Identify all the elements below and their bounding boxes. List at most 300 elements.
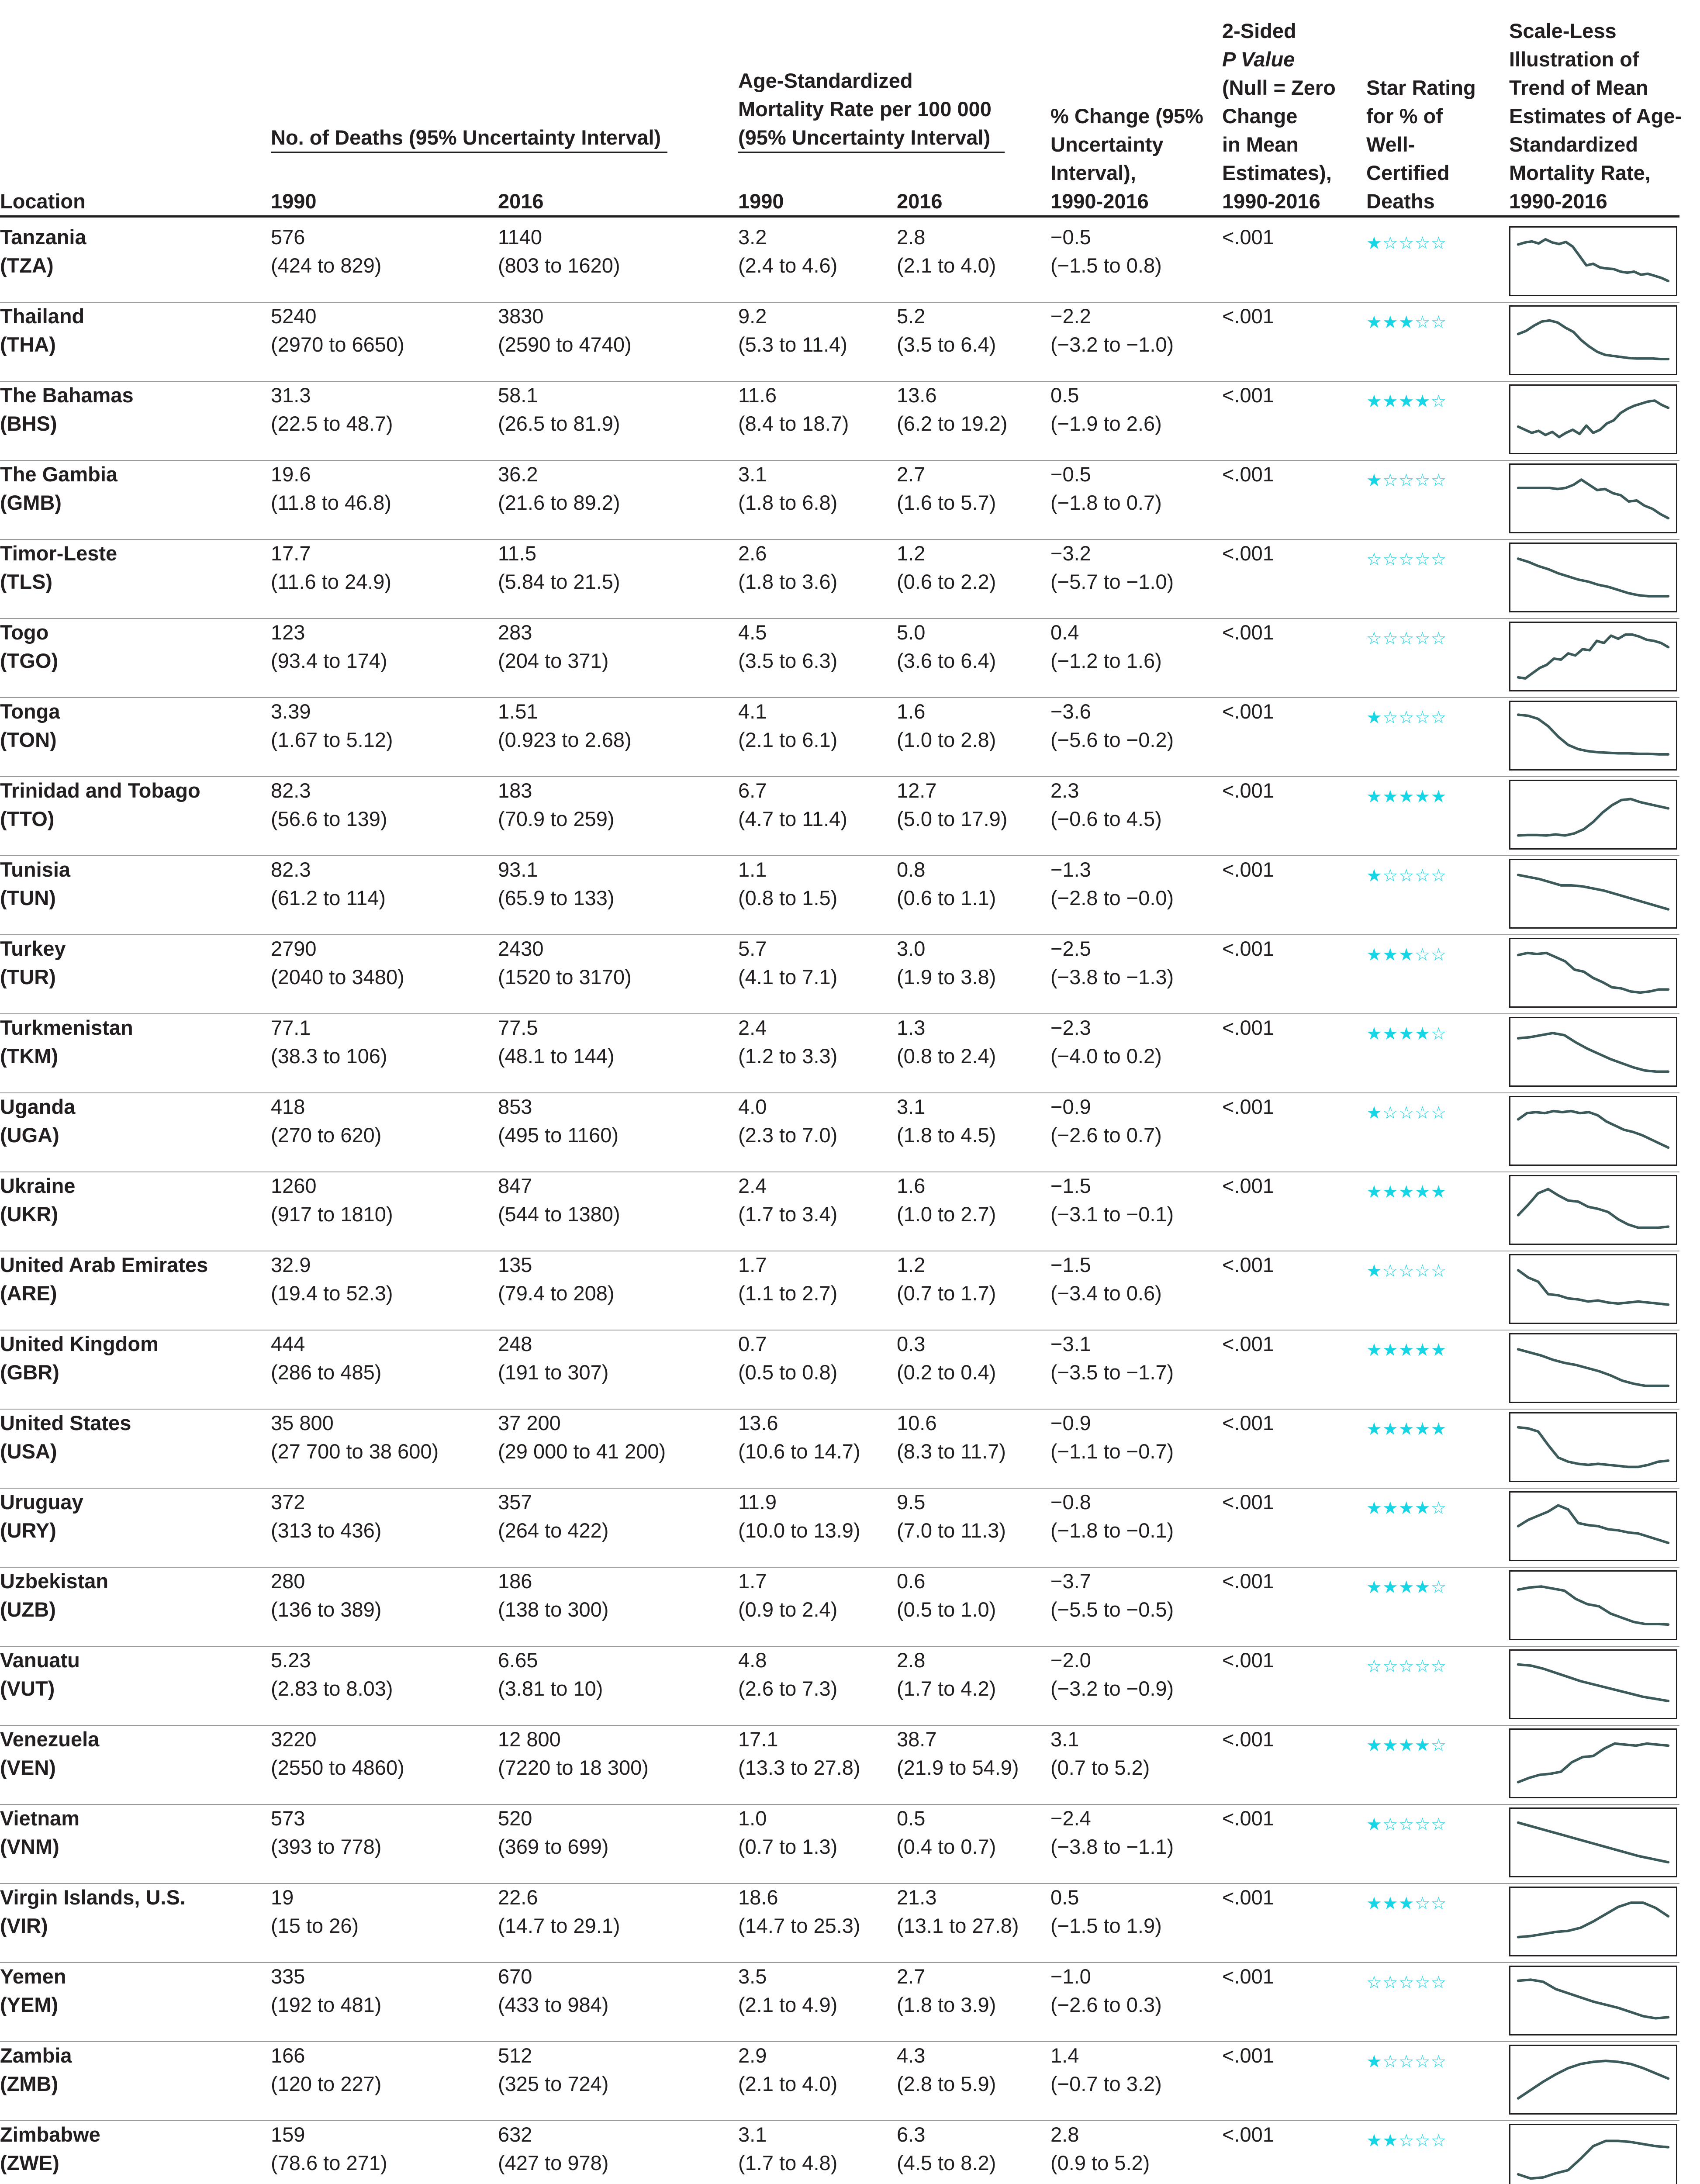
- star-filled-icon: ★: [1414, 1420, 1431, 1439]
- rate-2016-cell-r2016: 3.1: [897, 1095, 926, 1118]
- deaths-2016-cell-d2016ui: (5.84 to 21.5): [498, 570, 620, 593]
- deaths-1990-cell-d1990ui: (270 to 620): [271, 1123, 382, 1147]
- rate-1990-cell-r1990: 2.4: [738, 1174, 767, 1197]
- rate-2016-cell-r2016ui: (2.1 to 4.0): [897, 254, 996, 277]
- location-cell: [0, 1567, 108, 1624]
- rate-1990-cell-r1990: 6.7: [738, 779, 767, 802]
- star-filled-icon: ★: [1366, 1736, 1382, 1755]
- rate-1990-cell: [738, 1646, 837, 1703]
- table-row: [0, 776, 1679, 856]
- star-rating: [1366, 786, 1447, 808]
- rate-1990-cell-r1990: 2.6: [738, 542, 767, 565]
- star-filled-icon: ★: [1382, 787, 1399, 806]
- header-p-line1: 2-Sided: [1222, 19, 1296, 42]
- star-rating: [1366, 1418, 1447, 1440]
- deaths-1990-cell-d1990: 159: [271, 2123, 305, 2146]
- rate-2016-cell: [897, 1725, 1019, 1782]
- change-cell-chgui: (0.7 to 5.2): [1050, 1756, 1150, 1779]
- rate-1990-cell: [738, 1804, 837, 1861]
- deaths-1990-cell-d1990ui: (38.3 to 106): [271, 1044, 387, 1068]
- star-empty-icon: ☆: [1430, 1973, 1447, 1992]
- trend-sparkline: [1509, 938, 1677, 1008]
- change-cell-chg: 0.5: [1050, 384, 1079, 407]
- rate-2016-cell-r2016: 0.3: [897, 1332, 926, 1355]
- location-cell: [0, 381, 134, 438]
- star-rating: [1366, 1576, 1447, 1598]
- rate-1990-cell-r1990ui: (5.3 to 11.4): [738, 333, 847, 356]
- star-filled-icon: ★: [1366, 1815, 1382, 1834]
- rate-1990-cell-r1990: 2.4: [738, 1016, 767, 1039]
- deaths-2016-cell-d2016: 3830: [498, 304, 544, 328]
- deaths-1990-cell-d1990ui: (93.4 to 174): [271, 649, 387, 672]
- star-empty-icon: ☆: [1398, 471, 1415, 490]
- deaths-1990-cell: [271, 2041, 381, 2098]
- change-cell-chgui: (−4.0 to 0.2): [1050, 1044, 1162, 1068]
- table-row: [0, 1409, 1679, 1489]
- change-cell-chg: −3.7: [1050, 1569, 1091, 1593]
- rate-1990-cell: [738, 302, 847, 359]
- change-cell-chg: −2.2: [1050, 304, 1091, 328]
- p-value-cell-p: <.001: [1222, 1569, 1274, 1593]
- star-filled-icon: ★: [1366, 2131, 1382, 2150]
- trend-line: [1518, 1270, 1669, 1305]
- trend-sparkline: [1509, 1017, 1677, 1087]
- p-value-cell-p: <.001: [1222, 225, 1274, 249]
- change-cell-chgui: (−3.8 to −1.3): [1050, 965, 1174, 988]
- trend-chart: [1510, 1809, 1676, 1876]
- trend-chart: [1510, 1572, 1676, 1639]
- deaths-1990-cell: [271, 1883, 359, 1940]
- location-cell-name: Uganda: [0, 1095, 76, 1118]
- deaths-1990-cell-d1990ui: (78.6 to 271): [271, 2151, 387, 2174]
- trend-sparkline: [1509, 1887, 1677, 1956]
- star-empty-icon: ☆: [1430, 1499, 1447, 1518]
- star-rating: [1366, 549, 1447, 570]
- star-filled-icon: ★: [1366, 1182, 1382, 1202]
- deaths-1990-cell: [271, 1488, 381, 1545]
- change-cell-chgui: (−3.5 to −1.7): [1050, 1361, 1174, 1384]
- rate-2016-cell: [897, 1330, 996, 1386]
- rate-2016-cell-r2016ui: (4.5 to 8.2): [897, 2151, 996, 2174]
- location-cell: [0, 1330, 159, 1386]
- trend-line: [1518, 2141, 1669, 2178]
- deaths-1990-cell-d1990ui: (424 to 829): [271, 254, 382, 277]
- trend-line: [1518, 321, 1669, 359]
- p-value-cell: [1222, 855, 1274, 884]
- star-filled-icon: ★: [1366, 1341, 1382, 1360]
- rate-1990-cell-r1990: 0.7: [738, 1332, 767, 1355]
- deaths-2016-cell-d2016: 248: [498, 1332, 532, 1355]
- deaths-2016-cell: [498, 934, 632, 991]
- change-cell: [1050, 1804, 1174, 1861]
- deaths-2016-cell-d2016: 37 200: [498, 1411, 561, 1434]
- change-cell-chg: −1.5: [1050, 1174, 1091, 1197]
- rate-1990-cell-r1990: 13.6: [738, 1411, 778, 1434]
- location-cell: [0, 1013, 133, 1070]
- star-filled-icon: ★: [1366, 945, 1382, 964]
- change-cell-chg: −3.2: [1050, 542, 1091, 565]
- rate-1990-cell: [738, 934, 837, 991]
- location-cell: [0, 855, 70, 912]
- table-row: [0, 934, 1679, 1014]
- trend-chart: [1510, 623, 1676, 690]
- deaths-1990-cell-d1990: 82.3: [271, 779, 311, 802]
- rate-1990-cell-r1990ui: (0.5 to 0.8): [738, 1361, 838, 1384]
- trend-chart: [1510, 860, 1676, 927]
- rate-2016-cell: [897, 381, 1007, 438]
- star-filled-icon: ★: [1382, 1894, 1399, 1913]
- deaths-2016-cell: [498, 1962, 608, 2019]
- header-star-line2: for % of: [1366, 104, 1443, 128]
- deaths-2016-cell: [498, 1409, 666, 1465]
- star-filled-icon: ★: [1366, 1578, 1382, 1597]
- rate-2016-cell-r2016: 1.2: [897, 542, 926, 565]
- star-rating: [1366, 1893, 1447, 1914]
- star-empty-icon: ☆: [1382, 2052, 1399, 2071]
- deaths-1990-cell: [271, 1409, 439, 1465]
- deaths-2016-cell-d2016: 93.1: [498, 858, 538, 881]
- table-row: [0, 223, 1679, 303]
- change-cell-chgui: (−1.2 to 1.6): [1050, 649, 1162, 672]
- star-empty-icon: ☆: [1430, 945, 1447, 964]
- location-cell-code: (THA): [0, 333, 56, 356]
- table-row: [0, 2120, 1679, 2184]
- header-trend-line2: Illustration of: [1509, 48, 1639, 71]
- deaths-2016-cell: [498, 1092, 618, 1149]
- star-filled-icon: ★: [1398, 1024, 1415, 1044]
- location-cell-code: (TZA): [0, 254, 54, 277]
- location-cell-name: Tanzania: [0, 225, 86, 249]
- star-filled-icon: ★: [1382, 1499, 1399, 1518]
- rate-1990-cell-r1990ui: (1.2 to 3.3): [738, 1044, 838, 1068]
- deaths-1990-cell: [271, 1804, 381, 1861]
- change-cell-chg: 0.5: [1050, 1886, 1079, 1909]
- rate-1990-cell-r1990ui: (1.8 to 3.6): [738, 570, 838, 593]
- deaths-2016-cell: [498, 1883, 620, 1940]
- change-cell-chg: 1.4: [1050, 2044, 1079, 2067]
- trend-line: [1518, 635, 1669, 678]
- header-location: Location: [0, 190, 86, 213]
- rate-1990-cell: [738, 1330, 837, 1386]
- deaths-1990-cell-d1990ui: (393 to 778): [271, 1835, 382, 1858]
- location-cell-name: Timor-Leste: [0, 542, 117, 565]
- trend-line: [1518, 1586, 1669, 1624]
- deaths-2016-cell-d2016: 11.5: [498, 542, 536, 565]
- rate-2016-cell: [897, 776, 1007, 833]
- rate-1990-cell-r1990ui: (8.4 to 18.7): [738, 412, 849, 435]
- trend-chart: [1510, 465, 1676, 532]
- star-empty-icon: ☆: [1366, 629, 1382, 648]
- change-cell-chgui: (−2.8 to −0.0): [1050, 886, 1174, 909]
- star-rating: [1366, 865, 1447, 887]
- star-filled-icon: ★: [1398, 1736, 1415, 1755]
- rate-1990-cell: [738, 1962, 837, 2019]
- trend-sparkline: [1509, 701, 1677, 771]
- change-cell-chg: −2.4: [1050, 1807, 1091, 1830]
- p-value-cell: [1222, 2041, 1274, 2070]
- star-empty-icon: ☆: [1382, 1103, 1399, 1123]
- location-cell-code: (ARE): [0, 1282, 57, 1305]
- trend-chart: [1510, 1730, 1676, 1797]
- trend-sparkline: [1509, 1254, 1677, 1324]
- deaths-2016-cell-d2016ui: (0.923 to 2.68): [498, 728, 632, 751]
- deaths-1990-cell: [271, 1092, 381, 1149]
- header-change-line3: Interval),: [1050, 161, 1136, 184]
- deaths-1990-cell-d1990ui: (917 to 1810): [271, 1203, 393, 1226]
- rate-1990-cell: [738, 1409, 860, 1465]
- rate-1990-cell-r1990: 1.7: [738, 1569, 767, 1593]
- change-cell-chg: 0.4: [1050, 621, 1079, 644]
- deaths-1990-cell-d1990ui: (56.6 to 139): [271, 807, 387, 830]
- deaths-2016-cell-d2016: 186: [498, 1569, 532, 1593]
- star-filled-icon: ★: [1366, 1024, 1382, 1044]
- deaths-2016-cell: [498, 2041, 608, 2098]
- rate-2016-cell-r2016: 5.0: [897, 621, 926, 644]
- star-empty-icon: ☆: [1430, 471, 1447, 490]
- star-rating: [1366, 311, 1447, 333]
- location-cell: [0, 1883, 186, 1940]
- deaths-1990-cell-d1990ui: (1.67 to 5.12): [271, 728, 393, 751]
- deaths-2016-cell-d2016ui: (427 to 978): [498, 2151, 609, 2174]
- deaths-2016-cell: [498, 1251, 615, 1307]
- trend-line: [1518, 1980, 1669, 2018]
- change-cell: [1050, 2120, 1150, 2177]
- rate-2016-cell: [897, 1251, 996, 1307]
- location-cell-code: (BHS): [0, 412, 57, 435]
- rate-1990-cell-r1990ui: (1.1 to 2.7): [738, 1282, 838, 1305]
- change-cell-chg: −1.5: [1050, 1253, 1091, 1276]
- star-filled-icon: ★: [1398, 1341, 1415, 1360]
- star-filled-icon: ★: [1414, 1182, 1431, 1202]
- star-filled-icon: ★: [1398, 392, 1415, 411]
- change-cell: [1050, 697, 1174, 754]
- change-cell: [1050, 1962, 1162, 2019]
- deaths-2016-cell-d2016ui: (1520 to 3170): [498, 965, 632, 988]
- deaths-1990-cell: [271, 460, 391, 517]
- header-trend-line6: Mortality Rate,: [1509, 161, 1651, 184]
- rate-2016-cell: [897, 1646, 996, 1703]
- star-filled-icon: ★: [1366, 471, 1382, 490]
- location-cell-name: Vietnam: [0, 1807, 79, 1830]
- deaths-2016-cell-d2016: 847: [498, 1174, 532, 1197]
- location-cell: [0, 1488, 83, 1545]
- location-cell-name: United States: [0, 1411, 131, 1434]
- table-row: [0, 618, 1679, 698]
- header-rate-line2: Mortality Rate per 100 000: [738, 97, 992, 121]
- change-cell: [1050, 223, 1162, 280]
- deaths-1990-cell: [271, 2120, 387, 2177]
- trend-sparkline: [1509, 1491, 1677, 1561]
- location-cell: [0, 1251, 208, 1307]
- change-cell: [1050, 1646, 1174, 1703]
- header-change-line2: Uncertainty: [1050, 133, 1164, 156]
- star-rating: [1366, 1102, 1447, 1124]
- deaths-2016-cell-d2016: 22.6: [498, 1886, 538, 1909]
- deaths-1990-cell-d1990: 77.1: [271, 1016, 311, 1039]
- p-value-cell: [1222, 697, 1274, 726]
- star-rating: [1366, 1497, 1447, 1519]
- deaths-2016-cell-d2016: 1.51: [498, 700, 538, 723]
- change-cell: [1050, 302, 1174, 359]
- star-empty-icon: ☆: [1366, 1973, 1382, 1992]
- deaths-2016-cell-d2016ui: (204 to 371): [498, 649, 609, 672]
- p-value-cell-p: <.001: [1222, 1253, 1274, 1276]
- deaths-2016-cell-d2016: 6.65: [498, 1648, 538, 1672]
- rate-2016-cell: [897, 1092, 996, 1149]
- deaths-2016-cell: [498, 539, 620, 596]
- header-trend-line5: Standardized: [1509, 133, 1638, 156]
- header-change-line4: 1990-2016: [1050, 190, 1149, 213]
- location-cell: [0, 1092, 75, 1149]
- trend-sparkline: [1509, 543, 1677, 612]
- deaths-1990-cell-d1990ui: (11.6 to 24.9): [271, 570, 392, 593]
- change-cell-chg: −2.5: [1050, 937, 1091, 960]
- star-filled-icon: ★: [1398, 945, 1415, 964]
- rate-2016-cell: [897, 539, 996, 596]
- location-cell: [0, 618, 58, 675]
- p-value-cell: [1222, 1725, 1274, 1753]
- rate-1990-cell-r1990ui: (4.1 to 7.1): [738, 965, 838, 988]
- star-empty-icon: ☆: [1366, 550, 1382, 569]
- header-p-line5: in Mean: [1222, 133, 1299, 156]
- header-rate-underline: [738, 152, 1005, 153]
- rate-1990-cell: [738, 697, 837, 754]
- deaths-2016-cell-d2016: 520: [498, 1807, 532, 1830]
- trend-sparkline: [1509, 1728, 1677, 1798]
- star-filled-icon: ★: [1366, 708, 1382, 727]
- location-cell-name: Turkey: [0, 937, 66, 960]
- rate-2016-cell: [897, 1409, 1006, 1465]
- rate-1990-cell-r1990: 3.5: [738, 1965, 767, 1988]
- deaths-1990-cell: [271, 1013, 387, 1070]
- star-filled-icon: ★: [1382, 1420, 1399, 1439]
- star-rating: [1366, 1814, 1447, 1835]
- deaths-2016-cell-d2016: 183: [498, 779, 532, 802]
- location-cell-code: (UGA): [0, 1123, 59, 1147]
- location-cell-code: (TON): [0, 728, 57, 751]
- rate-1990-cell: [738, 1251, 837, 1307]
- rate-1990-cell-r1990ui: (2.3 to 7.0): [738, 1123, 838, 1147]
- star-empty-icon: ☆: [1398, 2052, 1415, 2071]
- rate-2016-cell-r2016: 6.3: [897, 2123, 926, 2146]
- trend-chart: [1510, 228, 1676, 295]
- star-rating: [1366, 628, 1447, 650]
- change-cell-chg: −1.3: [1050, 858, 1091, 881]
- deaths-1990-cell-d1990ui: (192 to 481): [271, 1993, 382, 2016]
- change-cell: [1050, 539, 1174, 596]
- deaths-1990-cell-d1990: 3.39: [271, 700, 311, 723]
- star-filled-icon: ★: [1366, 2052, 1382, 2071]
- p-value-cell: [1222, 1567, 1274, 1595]
- change-cell-chgui: (−0.7 to 3.2): [1050, 2072, 1162, 2095]
- location-cell-code: (GMB): [0, 491, 62, 514]
- p-value-cell: [1222, 1251, 1274, 1279]
- deaths-2016-cell-d2016: 12 800: [498, 1728, 561, 1751]
- deaths-1990-cell-d1990ui: (2.83 to 8.03): [271, 1677, 393, 1700]
- deaths-1990-cell: [271, 302, 404, 359]
- deaths-1990-cell: [271, 1251, 393, 1307]
- rate-2016-cell-r2016: 1.6: [897, 1174, 926, 1197]
- change-cell: [1050, 1171, 1174, 1228]
- p-value-cell: [1222, 1804, 1274, 1832]
- change-cell-chg: −0.5: [1050, 463, 1091, 486]
- star-empty-icon: ☆: [1398, 866, 1415, 885]
- rate-2016-cell-r2016: 5.2: [897, 304, 926, 328]
- change-cell-chg: −2.3: [1050, 1016, 1091, 1039]
- table-row: [0, 1962, 1679, 2042]
- star-empty-icon: ☆: [1382, 234, 1399, 253]
- rate-2016-cell-r2016: 2.8: [897, 1648, 926, 1672]
- trend-sparkline: [1509, 1807, 1677, 1877]
- star-filled-icon: ★: [1398, 1894, 1415, 1913]
- change-cell: [1050, 1409, 1174, 1465]
- deaths-2016-cell-d2016ui: (48.1 to 144): [498, 1044, 615, 1068]
- rate-2016-cell: [897, 618, 996, 675]
- deaths-1990-cell-d1990: 444: [271, 1332, 305, 1355]
- star-empty-icon: ☆: [1398, 1815, 1415, 1834]
- change-cell-chgui: (−1.5 to 1.9): [1050, 1914, 1162, 1937]
- trend-sparkline: [1509, 1333, 1677, 1403]
- header-rate-2016: 2016: [897, 190, 943, 213]
- trend-sparkline: [1509, 2124, 1677, 2184]
- star-filled-icon: ★: [1366, 1420, 1382, 1439]
- p-value-cell: [1222, 1488, 1274, 1516]
- star-empty-icon: ☆: [1398, 629, 1415, 648]
- header-rate-line1: Age-Standardized: [738, 69, 913, 92]
- rate-2016-cell: [897, 934, 996, 991]
- rate-1990-cell-r1990ui: (3.5 to 6.3): [738, 649, 838, 672]
- p-value-cell-p: <.001: [1222, 1728, 1274, 1751]
- rate-2016-cell-r2016ui: (13.1 to 27.8): [897, 1914, 1019, 1937]
- location-cell-code: (VEN): [0, 1756, 56, 1779]
- trend-sparkline: [1509, 384, 1677, 454]
- trend-line: [1518, 1665, 1669, 1701]
- change-cell-chg: 2.3: [1050, 779, 1079, 802]
- rate-1990-cell-r1990ui: (14.7 to 25.3): [738, 1914, 860, 1937]
- change-cell: [1050, 1330, 1174, 1386]
- deaths-1990-cell-d1990: 17.7: [271, 542, 311, 565]
- location-cell-name: Turkmenistan: [0, 1016, 133, 1039]
- change-cell-chg: −2.0: [1050, 1648, 1091, 1672]
- location-cell-name: The Bahamas: [0, 384, 134, 407]
- table-row: [0, 1092, 1679, 1172]
- rate-2016-cell: [897, 1804, 996, 1861]
- change-cell: [1050, 934, 1174, 991]
- p-value-cell-p: <.001: [1222, 1095, 1274, 1118]
- deaths-2016-cell-d2016ui: (2590 to 4740): [498, 333, 632, 356]
- rate-1990-cell-r1990ui: (0.7 to 1.3): [738, 1835, 838, 1858]
- deaths-1990-cell-d1990: 35 800: [271, 1411, 334, 1434]
- star-empty-icon: ☆: [1414, 1973, 1431, 1992]
- rate-1990-cell: [738, 2120, 837, 2177]
- star-empty-icon: ☆: [1414, 1657, 1431, 1676]
- location-cell-name: Vanuatu: [0, 1648, 80, 1672]
- trend-chart: [1510, 2125, 1676, 2184]
- trend-sparkline: [1509, 2045, 1677, 2115]
- p-value-cell: [1222, 1013, 1274, 1042]
- rate-1990-cell: [738, 1092, 837, 1149]
- deaths-1990-cell-d1990: 19: [271, 1886, 294, 1909]
- deaths-1990-cell-d1990: 5240: [271, 304, 317, 328]
- rate-1990-cell-r1990ui: (2.1 to 4.0): [738, 2072, 838, 2095]
- location-cell: [0, 1646, 80, 1703]
- change-cell-chgui: (−5.5 to −0.5): [1050, 1598, 1174, 1621]
- deaths-1990-cell-d1990: 576: [271, 225, 305, 249]
- location-cell-code: (TUN): [0, 886, 56, 909]
- deaths-1990-cell: [271, 1567, 381, 1624]
- deaths-1990-cell-d1990ui: (19.4 to 52.3): [271, 1282, 393, 1305]
- p-value-cell-p: <.001: [1222, 858, 1274, 881]
